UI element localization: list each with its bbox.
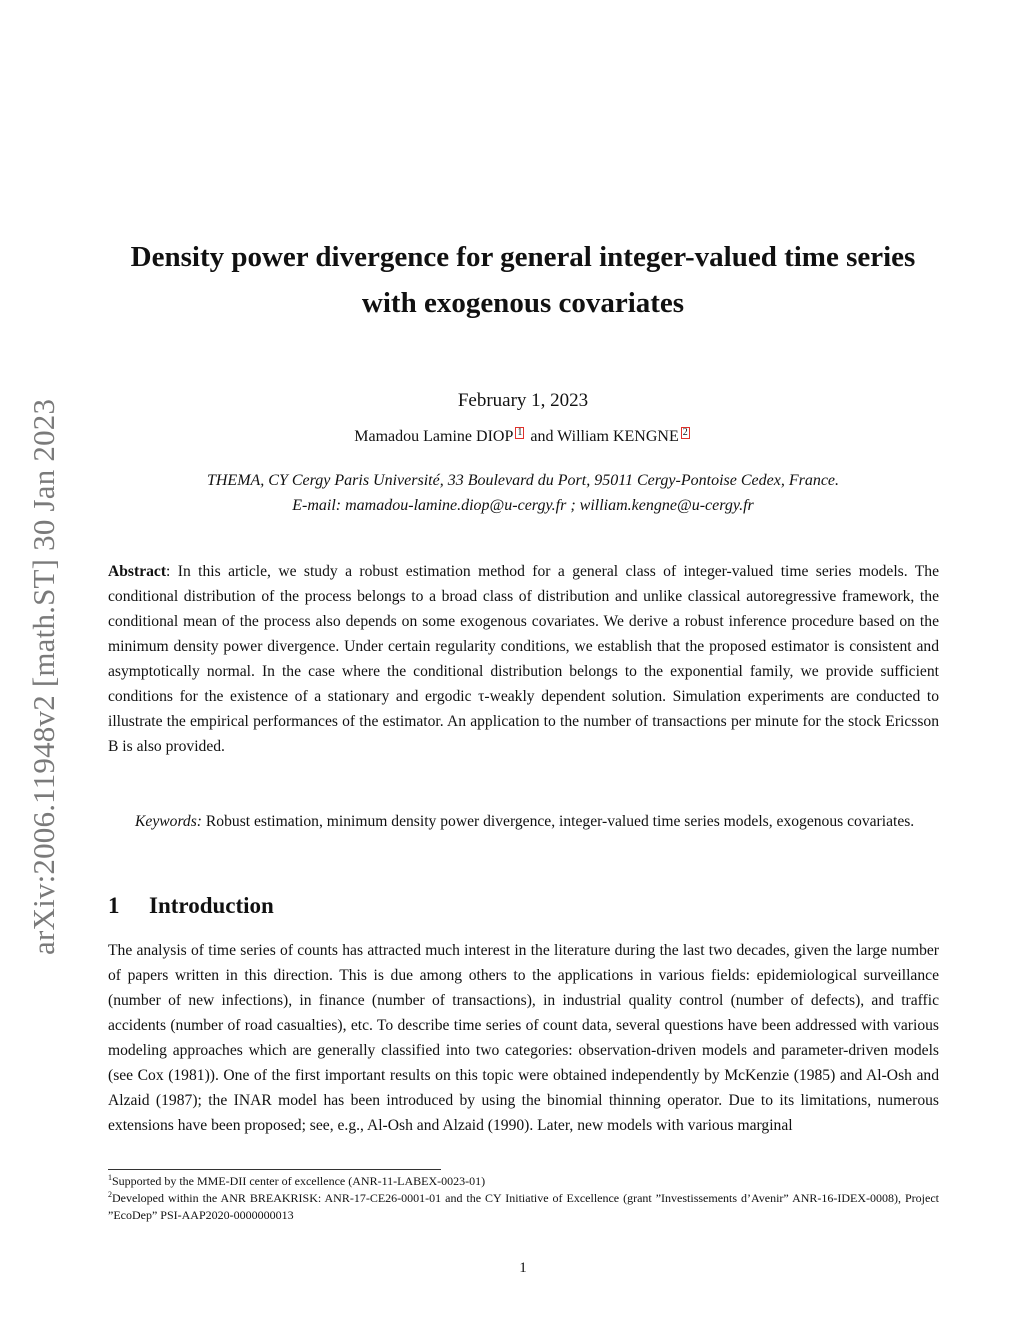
footnotes — [108, 1173, 939, 1224]
footnote-link[interactable]: 1 — [517, 427, 523, 438]
arxiv-identifier: arXiv:2006.11948v2 [math.ST] 30 Jan 2023 — [26, 398, 61, 955]
footnote-text: Developed within the ANR BREAKRISK: ANR-17-CE26-0001-01 and the CY Initiative of Excellence (grant ”Investissements d’Avenir” ANR-16-IDEX-0008), Project ”EcoDep” PSI-AAP2020-0000000013 — [108, 1191, 939, 1222]
abstract-text: : In this article, we study a robust estimation method for a general class of integer-valued time series models. The conditional distribution of the process belongs to a broad class of distribution and unlike classical autoregressive framework, the conditional mean of the process also depends on some exogenous covariates. We derive a robust inference procedure based on the minimum density power divergence. Under certain regularity conditions, we establish that the proposed estimator is consistent and asymptotically normal. In the case where the conditional distribution belongs to the exponential family, we provide sufficient conditions for the existence of a stationary and ergodic τ-weakly dependent solution. Simulation experiments are conducted to illustrate the empirical performances of the estimator. An application to the number of transactions per minute for the stock Ericsson B is also provided. — [108, 563, 939, 755]
abstract-label: Abstract — [108, 563, 167, 580]
footnote — [108, 1190, 939, 1224]
affiliation: THEMA, CY Cergy Paris Université, 33 Boulevard du Port, 95011 Cergy-Pontoise Cedex, France. — [206, 472, 840, 489]
footnote-mark: 1 — [108, 1173, 112, 1182]
section-heading — [108, 890, 274, 922]
footnote-mark: 2 — [108, 1190, 112, 1199]
section-body: The analysis of time series of counts has attracted much interest in the literature during the last two decades, given the large number of papers written in this direction. This is due among others to the applications in various fields: epidemiological surveillance (number of new infections), in finance (number of transactions), in industrial quality control (number of defects), and traffic accidents (number of road casualties), etc. To describe time series of count data, several questions have been addressed with various modeling approaches which are generally classified into two categories: observation-driven models and parameter-driven models (see Cox (1981)). One of the first important results on this topic were obtained independently by McKenzie (1985) and Al-Osh and Alzaid (1987); the INAR model has been introduced by using the binomial thinning operator. Due to its limitations, numerous extensions have been proposed; see, e.g., Al-Osh and Alzaid (1990). Later, new models with various marginal — [108, 942, 939, 1134]
footnote-text: Supported by the MME-DII center of excellence (ANR-11-LABEX-0023-01) — [112, 1174, 486, 1188]
author-name: William KENGNE — [557, 428, 679, 445]
keywords-text: Robust estimation, minimum density power divergence, integer-valued time series models, exogenous covariates. — [202, 813, 915, 830]
author-conjunction: and — [530, 428, 554, 445]
section-title: Introduction — [149, 893, 274, 918]
author-name: Mamadou Lamine DIOP — [354, 428, 514, 445]
keywords-label: Keywords: — [135, 813, 202, 830]
author-line — [0, 426, 1024, 448]
footnote — [108, 1173, 939, 1190]
footnote-divider — [108, 1169, 441, 1170]
keywords — [108, 809, 939, 834]
affiliation-block — [0, 468, 1024, 518]
paper-title: Density power divergence for general integer-valued time series with exogenous covariates — [130, 241, 916, 319]
section-number: 1 — [108, 893, 120, 918]
paper-date: February 1, 2023 — [457, 390, 589, 411]
abstract — [108, 559, 939, 759]
footnote-link[interactable]: 2 — [682, 427, 688, 438]
page-number: 1 — [519, 1260, 527, 1276]
email-line: E-mail: mamadou-lamine.diop@u-cergy.fr ; william.kengne@u-cergy.fr — [292, 497, 754, 514]
